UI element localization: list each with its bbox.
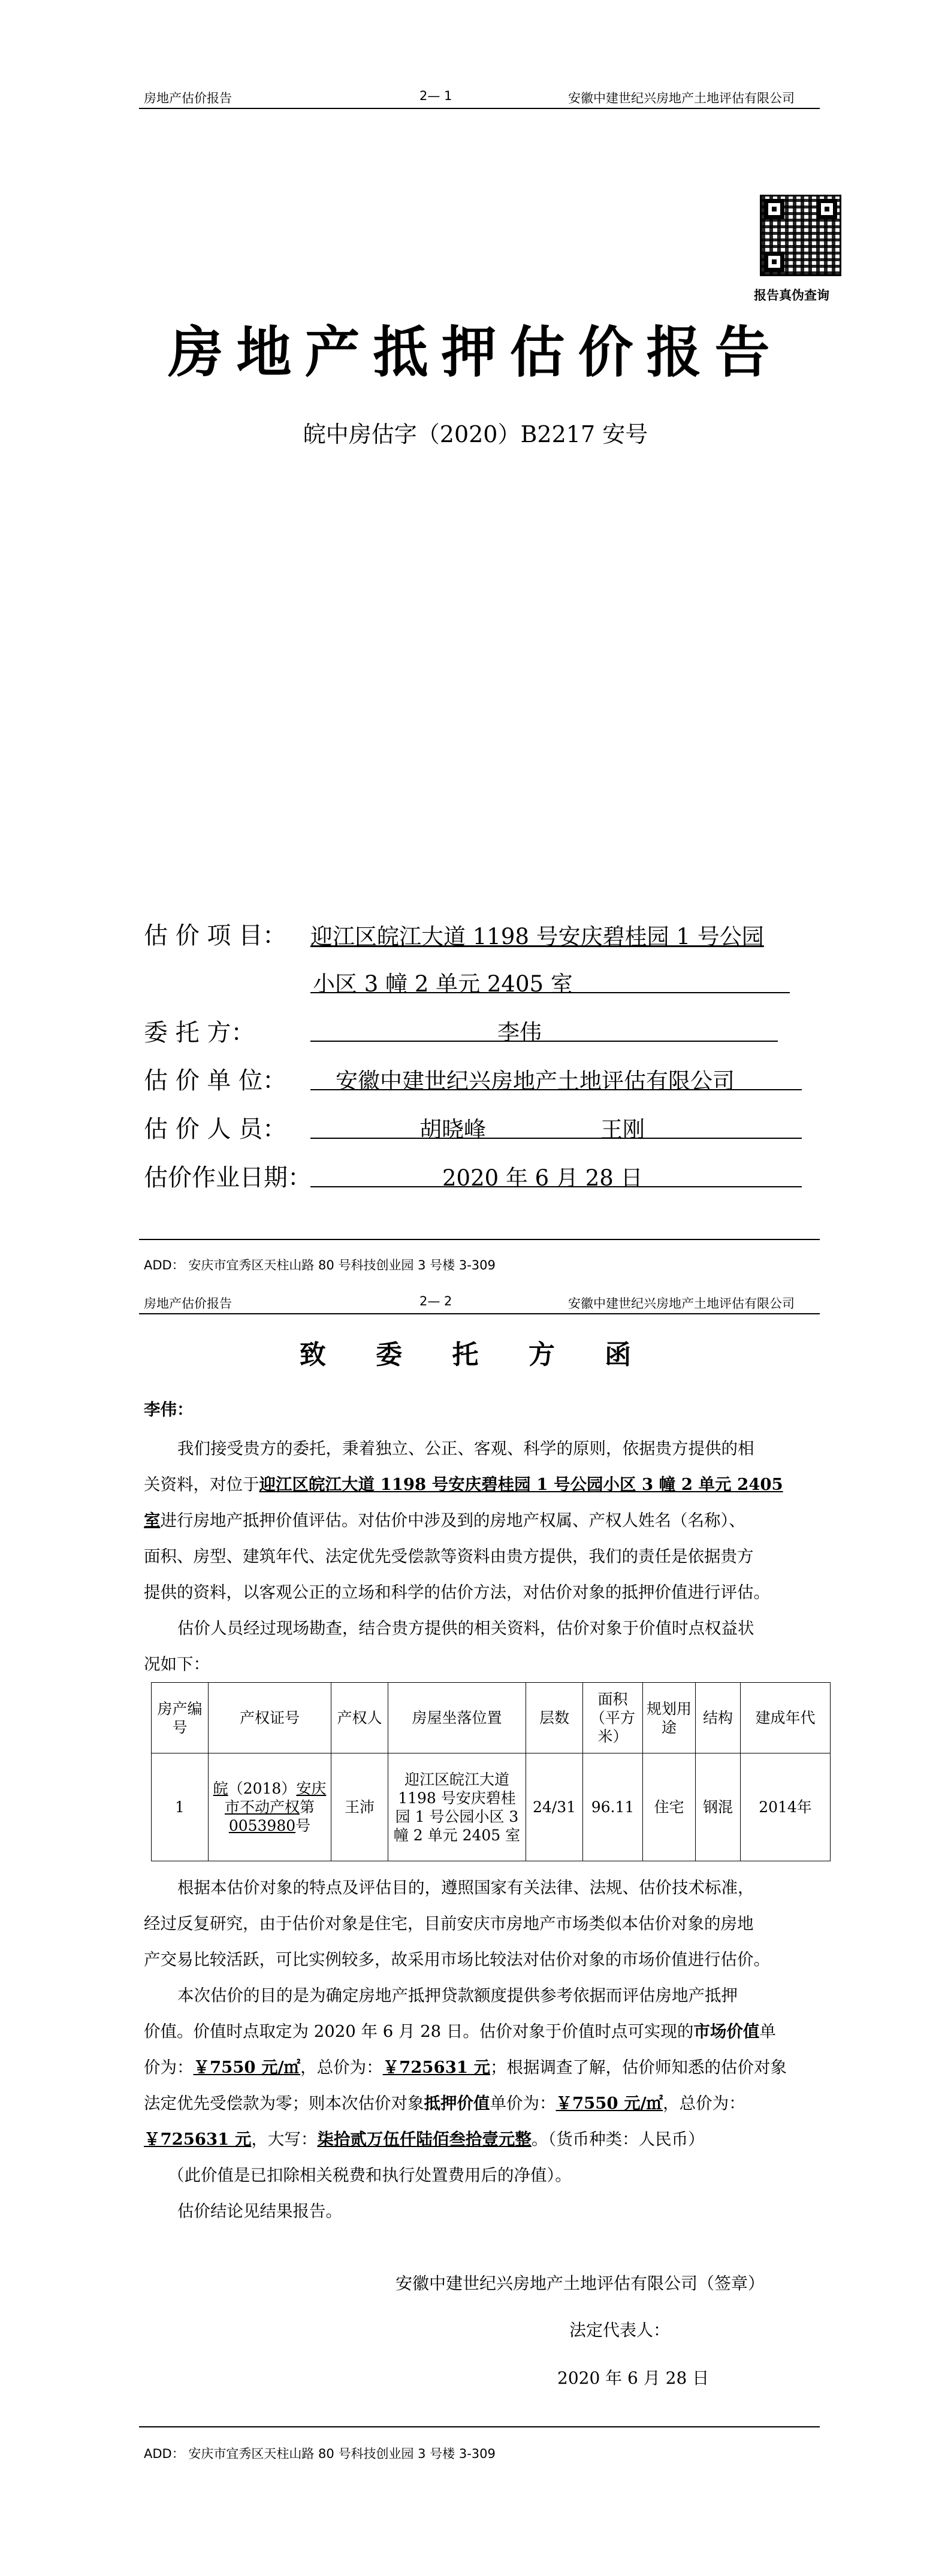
page2-header-page-number: 2— 2	[419, 1294, 452, 1308]
cell-owner: 王沛	[331, 1753, 388, 1861]
net-value-note: （此价值是已扣除相关税费和执行处置费用后的净值）。	[168, 2166, 572, 2185]
person-1: 胡晓峰	[419, 1117, 486, 1142]
report-number: 皖中房估字（2020）B2217 安号	[303, 421, 648, 448]
para1-line2: 关资料，对位于迎江区皖江大道 1198 号安庆碧桂园 1 号公园小区 3 幢 2 单元 2405	[144, 1475, 783, 1494]
client-value: 李伟	[497, 1020, 542, 1045]
date-underline	[310, 1186, 802, 1187]
para2-line1: 估价人员经过现场勘查，结合贵方提供的相关资料，估价对象于价值时点权益状	[177, 1619, 754, 1638]
project-label: 估 价 项 目：	[144, 922, 287, 950]
header-cell: 面积（平方米）	[583, 1683, 643, 1753]
salutation: 李伟：	[144, 1400, 194, 1419]
letter-title: 致 委 托 方 函	[299, 1340, 652, 1370]
page1-footer-rule	[139, 1239, 820, 1240]
market-unit-price: ￥7550 元/㎡	[193, 2058, 301, 2077]
amount-in-words: 柒拾贰万伍仟陆佰叁拾壹元整	[317, 2130, 532, 2149]
project-value-line2: 小区 3 幢 2 单元 2405 室	[313, 971, 573, 997]
page2-footer-rule	[139, 2426, 820, 2427]
page2-header-left: 房地产估价报告	[144, 1296, 232, 1311]
header-cell: 房产编号	[152, 1683, 209, 1753]
date-label: 估价作业日期：	[144, 1164, 312, 1192]
project-value-line1: 迎江区皖江大道 1198 号安庆碧桂园 1 号公园	[310, 924, 764, 950]
market-total-price: ￥725631 元	[382, 2058, 491, 2077]
header-cell: 层数	[526, 1683, 583, 1753]
header-cell: 建成年代	[741, 1683, 831, 1753]
qr-caption: 报告真伪查询	[754, 288, 829, 303]
para1-line5: 提供的资料，以客观公正的立场和科学的估价方法，对估价对象的抵押价值进行评估。	[144, 1583, 770, 1602]
unit-label: 估 价 单 位：	[144, 1067, 287, 1095]
para4-line4: 法定优先受偿款为零；则本次估价对象抵押价值单价为：￥7550 元/㎡，总价为：	[144, 2094, 745, 2113]
qr-code-icon[interactable]	[760, 195, 841, 276]
para1-line1: 我们接受贵方的委托，秉着独立、公正、客观、科学的原则，依据贵方提供的相	[177, 1439, 754, 1458]
property-table	[151, 1682, 831, 1861]
cell-use: 住宅	[643, 1753, 696, 1861]
para3-line3: 产交易比较活跃，可比实例较多，故采用市场比较法对估价对象的市场价值进行估价。	[144, 1950, 770, 1969]
signature-date: 2020 年 6 月 28 日	[557, 2368, 710, 2388]
person-2: 王刚	[600, 1117, 645, 1142]
client-label: 委 托 方：	[144, 1019, 255, 1047]
para2-line2: 况如下：	[144, 1655, 210, 1674]
para3-line1: 根据本估价对象的特点及评估目的，遵照国家有关法律、法规、估价技术标准，	[177, 1878, 754, 1897]
signature-company: 安徽中建世纪兴房地产土地评估有限公司（签章）	[396, 2273, 765, 2293]
cell-location: 迎江区皖江大道 1198 号安庆碧桂园 1 号公园小区 3 幢 2 单元 2405 室	[388, 1753, 526, 1861]
project-underline	[310, 992, 790, 993]
para4-line1: 本次估价的目的是为确定房地产抵押贷款额度提供参考依据而评估房地产抵押	[177, 1986, 738, 2005]
unit-value: 安徽中建世纪兴房地产土地评估有限公司	[336, 1068, 735, 1094]
property-address-highlight: 迎江区皖江大道 1198 号安庆碧桂园 1 号公园小区 3 幢 2 单元 2405	[259, 1475, 783, 1494]
header-cell: 结构	[696, 1683, 741, 1753]
para1-line3: 室进行房地产抵押价值评估。对估价中涉及到的房地产权属、产权人姓名（名称）、	[144, 1511, 745, 1530]
para4-line3: 价为：￥7550 元/㎡，总价为：￥725631 元；根据调查了解，估价师知悉的估价对象	[144, 2058, 787, 2077]
mortgage-unit-price: ￥7550 元/㎡	[555, 2094, 663, 2113]
table-row	[152, 1753, 831, 1861]
mortgage-total-price: ￥725631 元	[144, 2130, 252, 2149]
cell-cert: 皖（2018）安庆市不动产权第0053980号	[209, 1753, 331, 1861]
cell-floors: 24/31	[526, 1753, 583, 1861]
page1-footer-address: ADD： 安庆市宜秀区天柱山路 80 号科技创业园 3 号楼 3-309	[144, 1258, 496, 1272]
persons-label: 估 价 人 员：	[144, 1115, 287, 1143]
table-header-row	[152, 1683, 831, 1753]
page2-footer-address: ADD： 安庆市宜秀区天柱山路 80 号科技创业园 3 号楼 3-309	[144, 2447, 496, 2461]
cell-structure: 钢混	[696, 1753, 741, 1861]
cell-year: 2014年	[741, 1753, 831, 1861]
client-underline	[310, 1041, 778, 1042]
page2-header-company: 安徽中建世纪兴房地产土地评估有限公司	[568, 1296, 795, 1311]
page1-header-company: 安徽中建世纪兴房地产土地评估有限公司	[568, 91, 795, 105]
page1-header-page-number: 2— 1	[419, 89, 452, 103]
header-cell: 产权人	[331, 1683, 388, 1753]
cell-area: 96.11	[583, 1753, 643, 1861]
cell-no: 1	[152, 1753, 209, 1861]
para4-line5: ￥725631 元，大写：柒拾贰万伍仟陆佰叁拾壹元整。（货币种类：人民币）	[144, 2130, 705, 2149]
header-cell: 产权证号	[209, 1683, 331, 1753]
date-value: 2020 年 6 月 28 日	[442, 1165, 643, 1191]
conclusion-reference: 估价结论见结果报告。	[177, 2202, 342, 2221]
header-cell: 规划用途	[643, 1683, 696, 1753]
header-cell: 房屋坐落位置	[388, 1683, 526, 1753]
report-title: 房地产抵押估价报告	[168, 320, 783, 385]
signature-legal-rep: 法定代表人：	[569, 2320, 671, 2340]
page1-header-rule	[139, 108, 820, 109]
para3-line2: 经过反复研究，由于估价对象是住宅，目前安庆市房地产市场类似本估价对象的房地	[144, 1914, 754, 1933]
persons-underline	[310, 1138, 802, 1139]
unit-underline	[310, 1089, 802, 1090]
page2-header-rule	[139, 1313, 820, 1314]
page1-header-left: 房地产估价报告	[144, 91, 232, 105]
para4-line2: 价值。价值时点取定为 2020 年 6 月 28 日。估价对象于价值时点可实现的市场价值单	[144, 2022, 776, 2041]
para1-line4: 面积、房型、建筑年代、法定优先受偿款等资料由贵方提供，我们的责任是依据贵方	[144, 1547, 754, 1566]
